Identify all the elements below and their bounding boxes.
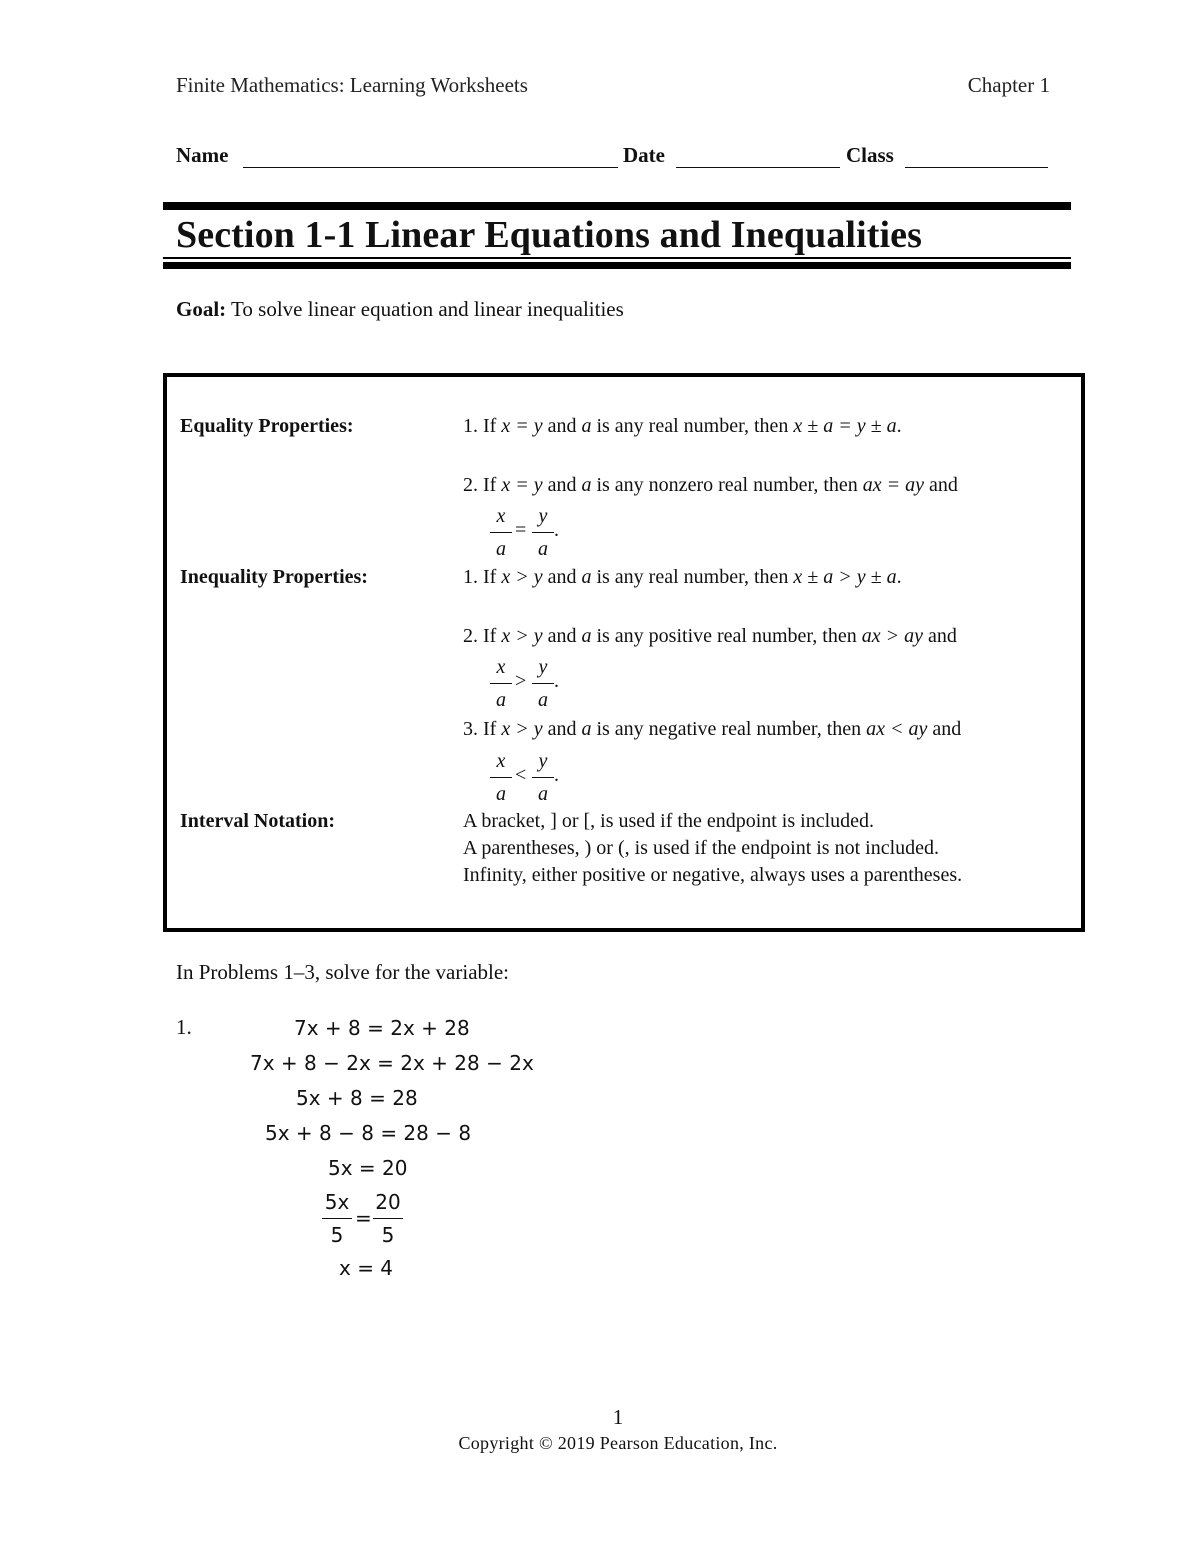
inequality-positive-fraction: x a > y a . — [490, 656, 570, 716]
problem-1-fraction-step: 5x 5 = 20 5 — [322, 1190, 412, 1250]
problem-1-answer: x = 4 — [339, 1256, 394, 1280]
interval-line-1: A bracket, ] or [, is used if the endpoint is included. — [463, 810, 875, 832]
copyright-notice: Copyright © 2019 Pearson Education, Inc. — [458, 1433, 778, 1453]
inequality-negative-fraction: x a < y a . — [490, 750, 570, 810]
goal-label: Goal: — [176, 297, 227, 321]
goal-statement — [176, 297, 624, 322]
student-info-row — [176, 143, 1050, 173]
problems-intro: In Problems 1–3, solve for the variable: — [176, 960, 510, 984]
problem-number: 1. — [176, 1015, 192, 1039]
problem-1-step: 5x + 8 = 28 — [296, 1086, 418, 1110]
inequality-rule-2: 2. If x > y and a is any positive real number, then ax > ay and — [463, 625, 957, 647]
class-field[interactable] — [905, 167, 1048, 168]
section-title: Section 1-1 Linear Equations and Inequalities — [176, 214, 923, 256]
equality-fraction: x a = y a . — [490, 505, 570, 565]
equality-rule-1: 1. If x = y and a is any real number, then x ± a = y ± a. — [463, 415, 902, 437]
title-bottom-rule-thick — [163, 262, 1071, 269]
inequality-rule-1: 1. If x > y and a is any real number, then x ± a > y ± a. — [463, 566, 902, 588]
book-title: Finite Mathematics: Learning Worksheets — [176, 73, 528, 97]
name-label: Name — [176, 143, 229, 167]
page-number: 1 — [612, 1405, 624, 1429]
equality-rule-2: 2. If x = y and a is any nonzero real number, then ax = ay and — [463, 474, 958, 496]
title-bottom-rule-thin — [163, 257, 1071, 259]
chapter-label: Chapter 1 — [967, 73, 1050, 97]
problem-1-step: 7x + 8 = 2x + 28 — [294, 1016, 470, 1040]
problem-1-step: 7x + 8 − 2x = 2x + 28 − 2x — [250, 1051, 534, 1075]
problem-1-step: 5x + 8 − 8 = 28 − 8 — [265, 1121, 472, 1145]
class-label: Class — [846, 143, 894, 167]
problem-1-step: 5x = 20 — [328, 1156, 408, 1180]
date-label: Date — [623, 143, 665, 167]
equality-properties-label: Equality Properties: — [180, 415, 354, 437]
interval-line-2: A parentheses, ) or (, is used if the endpoint is not included. — [463, 837, 940, 859]
title-top-rule — [163, 202, 1071, 210]
name-field[interactable] — [243, 167, 618, 168]
interval-notation-label: Interval Notation: — [180, 810, 335, 832]
inequality-rule-3: 3. If x > y and a is any negative real number, then ax < ay and — [463, 718, 962, 740]
inequality-properties-label: Inequality Properties: — [180, 566, 368, 588]
date-field[interactable] — [676, 167, 840, 168]
interval-line-3: Infinity, either positive or negative, always uses a parentheses. — [463, 864, 963, 886]
goal-text: To solve linear equation and linear inequalities — [226, 297, 624, 321]
